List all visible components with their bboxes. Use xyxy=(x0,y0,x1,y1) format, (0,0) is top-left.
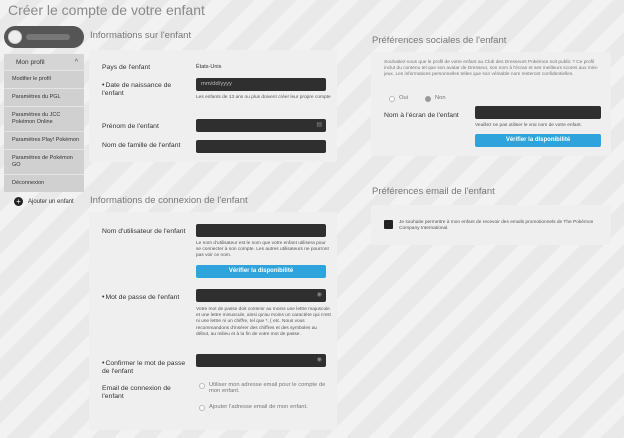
add-child-button[interactable] xyxy=(4,197,84,206)
child-info-panel xyxy=(89,50,337,162)
chevron-up-icon: ^ xyxy=(74,58,78,66)
screen-name-help: Veuillez ne pas utiliser le vrai nom de votre enfant. xyxy=(475,123,582,128)
username-help: Le nom d'utilisateur est le nom que votre enfant utilisera pour se connecter à son compte. Les autres utilisateurs ne pourront pas voir ce nom. xyxy=(196,241,329,259)
username-input[interactable] xyxy=(196,224,326,237)
first-name-input[interactable] xyxy=(196,119,326,132)
sidebar-item-tcgo-settings[interactable]: Paramètres du JCC Pokémon Online xyxy=(4,106,84,131)
radio-button-selected[interactable] xyxy=(425,96,431,102)
sidebar-item-play-pokemon-settings[interactable]: Paramètres Play! Pokémon xyxy=(4,131,84,149)
yes-label: Oui xyxy=(399,95,409,101)
promo-email-consent: Je souhaite permettre à mon enfant de recevoir des emails promotionnels de The Pokémon Company International. xyxy=(399,220,594,232)
promo-email-checkbox[interactable] xyxy=(384,220,393,229)
password-help: Votre mot de passe doit contenir au moins une lettre majuscule et une lettre minuscule, ainsi qu'au moins un caractère qui n'est ni une lettre ni un chiffre, tel que *, ( etc. Nous vous recommandons d'insérer des chiffres et des symboles au début, au milieu et à la fin de votre mot de passe. xyxy=(196,307,331,337)
password-input[interactable] xyxy=(196,289,326,302)
field-menu-icon: ▤ xyxy=(316,122,322,128)
radio-button[interactable] xyxy=(389,96,395,102)
email-option-use-mine[interactable] xyxy=(199,382,327,394)
eye-icon: ◉ xyxy=(316,357,322,363)
plus-circle-icon: + xyxy=(14,197,23,206)
email-prefs-panel xyxy=(371,205,611,245)
sidebar-item-pokemon-go-settings[interactable]: Paramètres de Pokémon GO xyxy=(4,149,84,174)
confirm-password-input[interactable] xyxy=(196,354,326,367)
page-title: Créer le compte de votre enfant xyxy=(8,2,205,18)
country-value: États-Unis xyxy=(196,64,222,70)
last-name-input[interactable] xyxy=(196,140,326,153)
add-child-label: Ajouter un enfant xyxy=(28,198,74,205)
dob-help: Les enfants de 13 ans ou plus doivent créer leur propre compte xyxy=(196,95,331,100)
menu-toggle[interactable] xyxy=(4,54,84,70)
confirm-password-label: •Confirmer le mot de passe de l'enfant xyxy=(102,360,186,375)
email-prefs-title: Préférences email de l'enfant xyxy=(372,186,495,197)
avatar xyxy=(8,30,22,44)
email-option-label: Utiliser mon adresse email pour le compte de mon enfant. xyxy=(209,382,326,394)
login-email-label: Email de connexion de l'enfant xyxy=(102,385,171,400)
password-label: •Mot de passe de l'enfant xyxy=(102,294,180,301)
radio-button[interactable] xyxy=(199,383,205,389)
sidebar-item-edit-profile[interactable]: Modifier le profil xyxy=(4,70,84,88)
public-no-option[interactable] xyxy=(425,95,446,102)
sidebar-item-logout[interactable]: Déconnexion xyxy=(4,174,84,192)
username-check-button[interactable]: Vérifier la disponibilité xyxy=(196,265,326,278)
email-option-label: Ajouter l'adresse email de mon enfant. xyxy=(209,404,308,410)
eye-icon: ◉ xyxy=(316,292,322,298)
menu-label: Mon profil xyxy=(16,58,45,66)
social-description: Souhaitez-vous que le profil de votre enfant au Club des Dresseurs Pokémon soit public ? Ce profil inclut du contenu tel que son avatar de Dresseur, son nom à l'écran et ses meilleurs scores aux mini-jeux. Les informations personnelles telles que son véritable nom resteront confidentielles. xyxy=(384,60,599,78)
public-yes-option[interactable] xyxy=(389,95,408,102)
last-name-label: Nom de famille de l'enfant xyxy=(102,142,181,149)
dob-input[interactable]: mm/dd/yyyy xyxy=(196,78,326,91)
country-label: Pays de l'enfant xyxy=(102,64,151,71)
no-label: Non xyxy=(435,95,446,101)
email-option-add-child[interactable] xyxy=(199,404,327,411)
child-info-title: Informations sur l'enfant xyxy=(90,30,192,41)
sidebar-item-pgl-settings[interactable]: Paramètres du PGL xyxy=(4,88,84,106)
sidebar xyxy=(4,26,84,206)
login-info-panel xyxy=(89,212,337,430)
login-info-title: Informations de connexion de l'enfant xyxy=(90,195,248,206)
social-prefs-panel xyxy=(371,52,611,156)
screen-name-input[interactable] xyxy=(475,106,601,119)
profile-card[interactable] xyxy=(4,26,84,48)
first-name-label: Prénom de l'enfant xyxy=(102,123,159,130)
social-prefs-title: Préférences sociales de l'enfant xyxy=(372,35,507,46)
profile-name-redacted xyxy=(26,34,70,40)
screen-name-check-button[interactable]: Vérifier la disponibilité xyxy=(475,134,601,147)
username-label: Nom d'utilisateur de l'enfant xyxy=(102,228,186,235)
dob-label: •Date de naissance de l'enfant xyxy=(102,82,172,97)
radio-button[interactable] xyxy=(199,405,205,411)
screen-name-label: Nom à l'écran de l'enfant xyxy=(384,112,459,119)
